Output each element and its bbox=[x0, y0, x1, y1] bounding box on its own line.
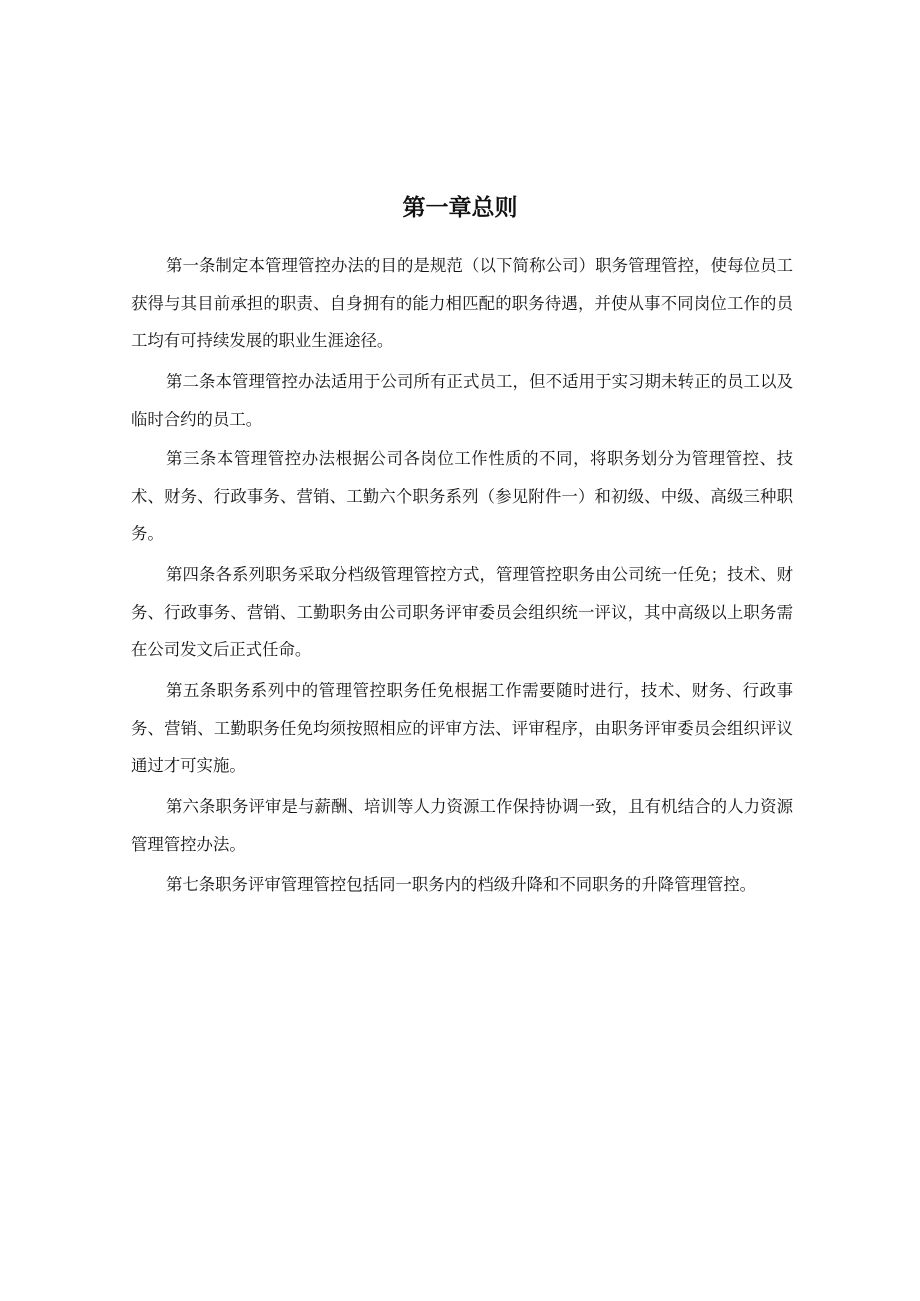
article-7: 第七条职务评审管理管控包括同一职务内的档级升降和不同职务的升降管理管控。 bbox=[166, 875, 757, 894]
article-6: 第六条职务评审是与薪酬、培训等人力资源工作保持协调一致，且有机结合的人力资源管理管控办法。 bbox=[131, 797, 793, 854]
article-4: 第四条各系列职务采取分档级管理管控方式，管理管控职务由公司统一任免；技术、财务、行政事务、营销、工勤职务由公司职务评审委员会组织统一评议，其中高级以上职务需在公司发文后正式任命。 bbox=[131, 565, 793, 659]
article-3: 第三条本管理管控办法根据公司各岗位工作性质的不同，将职务划分为管理管控、技术、财务、行政事务、营销、工勤六个职务系列（参见附件一）和初级、中级、高级三种职务。 bbox=[131, 449, 793, 543]
article-1: 第一条制定本管理管控办法的目的是规范（以下简称公司）职务管理管控，使每位员工获得与其目前承担的职责、自身拥有的能力相匹配的职务待遇，并使从事不同岗位工作的员工均有可持续发展的职业生涯途径。 bbox=[131, 256, 793, 350]
chapter-title: 第一章总则 bbox=[402, 195, 518, 221]
article-2: 第二条本管理管控办法适用于公司所有正式员工，但不适用于实习期未转正的员工以及临时合约的员工。 bbox=[131, 372, 793, 429]
article-5: 第五条职务系列中的管理管控职务任免根据工作需要随时进行，技术、财务、行政事务、营销、工勤职务任免均须按照相应的评审方法、评审程序，由职务评审委员会组织评议通过才可实施。 bbox=[131, 681, 793, 775]
